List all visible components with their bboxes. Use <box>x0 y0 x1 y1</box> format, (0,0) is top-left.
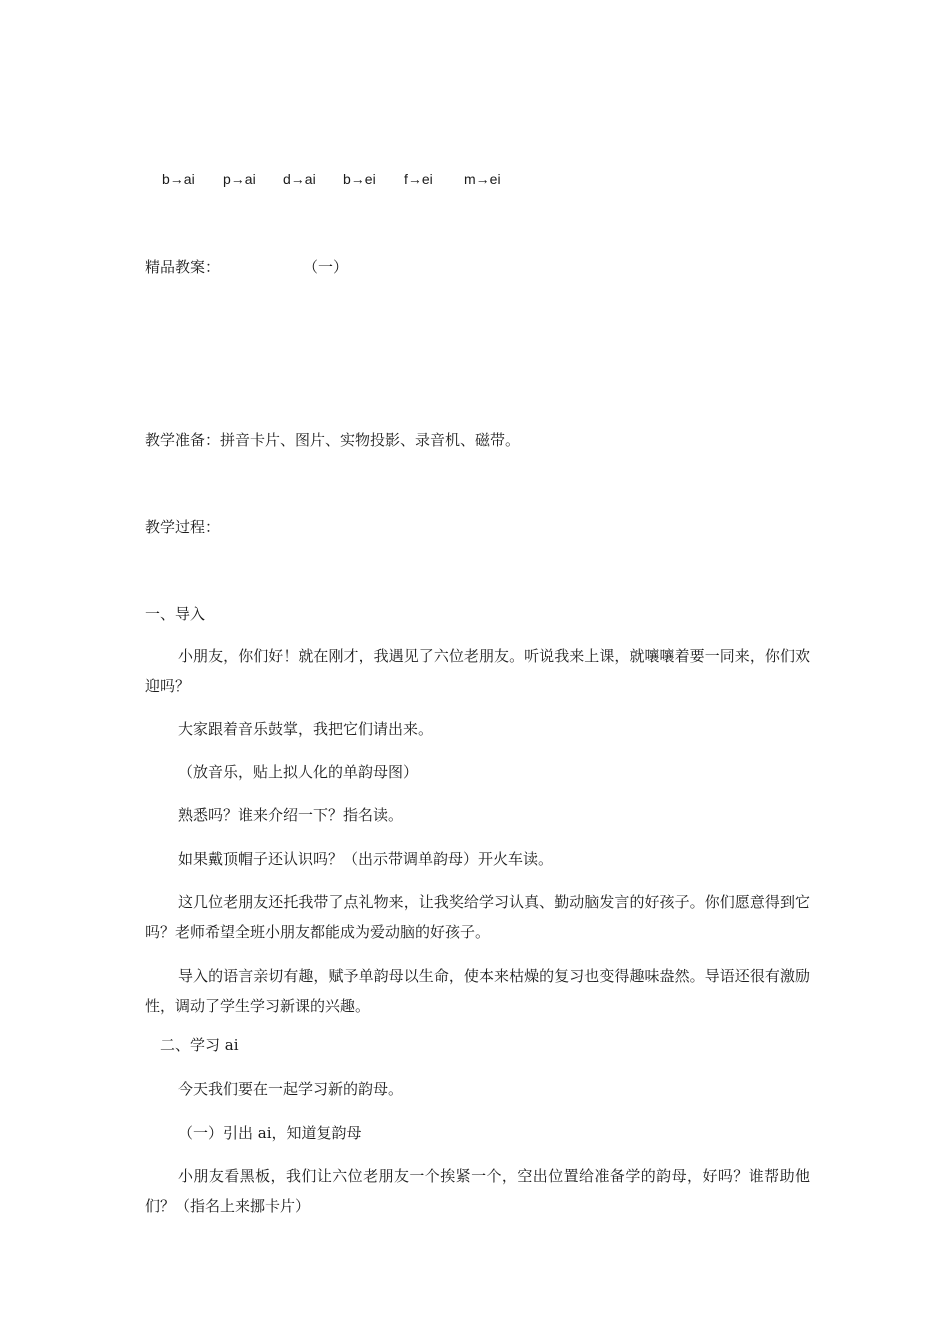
pinyin-pair: d→ai <box>283 171 316 187</box>
header-number: （一） <box>303 258 349 276</box>
teaching-preparation: 教学准备：拼音卡片、图片、实物投影、录音机、磁带。 <box>145 431 521 449</box>
section2-intro: 今天我们要在一起学习新的韵母。 <box>178 1080 404 1098</box>
paragraph: 导入的语言亲切有趣，赋予单韵母以生命，使本来枯燥的复习也变得趣味盎然。导语还很有激励性，调动了学生学习新课的兴趣。 <box>145 967 810 1015</box>
pinyin-pair: f→ei <box>404 171 433 187</box>
section-heading-learn-ai: 二、学习 ai <box>160 1036 239 1054</box>
pinyin-pair: p→ai <box>223 171 256 187</box>
section-heading-intro: 一、导入 <box>145 605 206 623</box>
paragraph: （放音乐，贴上拟人化的单韵母图） <box>178 763 419 781</box>
paragraph: 小朋友，你们好！就在刚才，我遇见了六位老朋友。听说我来上课，就嚷嚷着要一同来，你们欢迎吗？ <box>145 647 810 695</box>
pinyin-pair: b→ei <box>343 171 376 187</box>
pinyin-pair: m→ei <box>464 171 501 187</box>
paragraph: 这几位老朋友还托我带了点礼物来，让我奖给学习认真、勤动脑发言的好孩子。你们愿意得到它吗？老师希望全班小朋友都能成为爱动脑的好孩子。 <box>145 893 810 941</box>
pinyin-pair: b→ai <box>162 171 195 187</box>
teaching-process-title: 教学过程： <box>145 518 221 536</box>
paragraph: 小朋友看黑板，我们让六位老朋友一个挨紧一个，空出位置给准备学的韵母，好吗？谁帮助他们？（指名上来挪卡片） <box>145 1167 810 1215</box>
header-label: 精品教案： <box>145 258 221 276</box>
paragraph: 大家跟着音乐鼓掌，我把它们请出来。 <box>178 720 434 738</box>
paragraph: 如果戴顶帽子还认识吗？（出示带调单韵母）开火车读。 <box>178 850 554 868</box>
paragraph: 熟悉吗？谁来介绍一下？指名读。 <box>178 806 404 824</box>
sub-heading: （一）引出 ai，知道复韵母 <box>178 1124 362 1142</box>
